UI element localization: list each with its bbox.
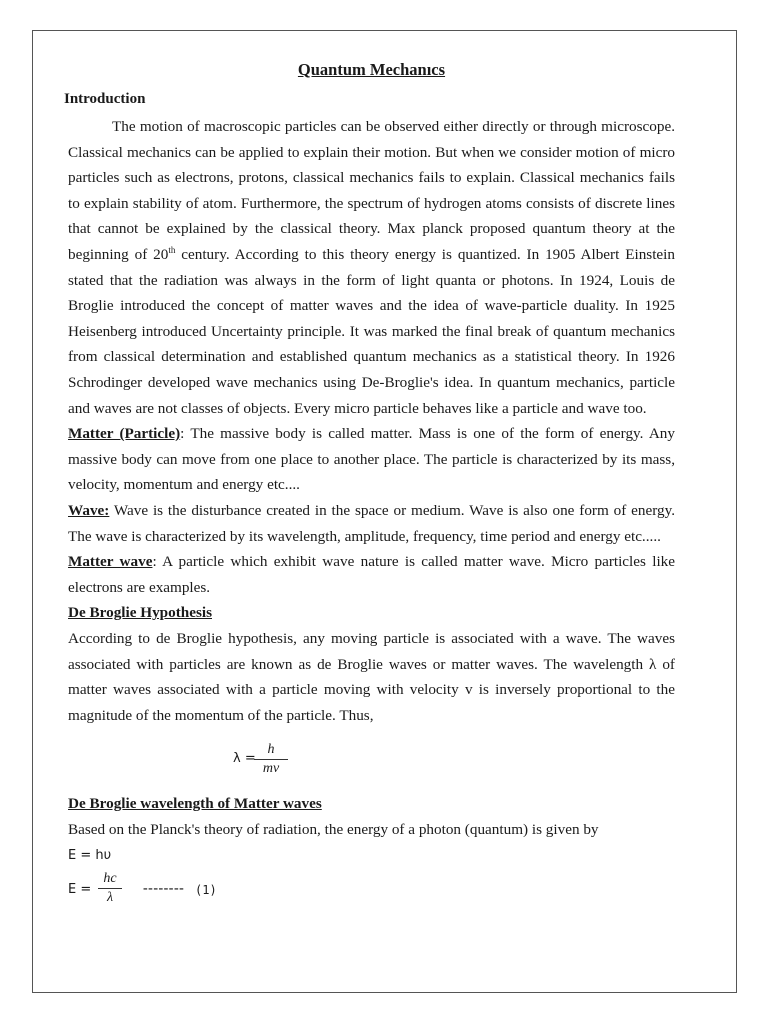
- formula2-fraction: [98, 870, 122, 907]
- intro-text-1: The motion of macroscopic particles can be observed either directly or through microscope. Classical mechanics can be applied to explain their motion. But when we consider motion of micro particles such as electrons, protons, classical mechanics fails to explain. Classical mechanics fails to explain stability of atom. Furthermore, the spectrum of hydrogen atoms consists of discrete lines that cannot be explained by the classical theory. Max planck proposed quantum theory at the beginning of 20: [68, 118, 675, 263]
- formula2-denominator: λ: [106, 890, 114, 906]
- matter-text: : The massive body is called matter. Mass is one of the form of energy. Any massive body can move from one place to another place. The particle is characterized by its mass, velocity, momentum and energy etc....: [68, 425, 675, 494]
- wave-definition: [68, 498, 675, 549]
- debroglie-heading: De Broglie Hypothesis: [68, 604, 212, 622]
- formula1-fraction: [254, 741, 288, 778]
- wavelength-paragraph: Based on the Planck's theory of radiation, the energy of a photon (quantum) is given by: [68, 820, 599, 838]
- introduction-heading: Introduction: [64, 91, 146, 107]
- document-title: Quantum Mechanıcs: [297, 60, 446, 79]
- formula1-numerator: h: [267, 741, 275, 757]
- matter-wave-definition: [68, 549, 675, 600]
- formula1-lhs: λ =: [233, 750, 256, 766]
- matter-term: Matter (Particle): [68, 425, 181, 443]
- formula2-numerator: hc: [103, 871, 117, 887]
- energy-formula: [68, 868, 675, 914]
- formula2-lhs: E =: [68, 882, 92, 898]
- wave-term: Wave:: [68, 501, 110, 519]
- wavelength-formula: [68, 729, 675, 791]
- matter-wave-term: Matter wave: [68, 553, 153, 571]
- energy-equation: E = hυ: [68, 848, 112, 864]
- debroglie-paragraph: According to de Broglie hypothesis, any moving particle is associated with a wave. The waves associated with particles are known as de Broglie waves or matter waves. The wavelength λ of matter waves associated with a particle moving with velocity v is inversely proportional to the magnitude of the momentum of the particle. Thus,: [68, 630, 675, 725]
- matter-definition: [68, 421, 675, 498]
- matter-wave-text: : A particle which exhibit wave nature is called matter wave. Micro particles like electrons are examples.: [68, 553, 675, 596]
- equation-number: (1): [195, 883, 217, 898]
- document-body: [64, 58, 675, 914]
- introduction-paragraph: [68, 114, 675, 421]
- wavelength-heading: De Broglie wavelength of Matter waves: [68, 794, 322, 812]
- intro-superscript: th: [168, 244, 176, 255]
- intro-text-2: century. According to this theory energy is quantized. In 1905 Albert Einstein stated that the radiation was always in the form of light quanta or photons. In 1924, Louis de Broglie introduced the concept of matter waves and the idea of wave-particle duality. In 1925 Heisenberg introduced Uncertainty principle. It was marked the final break of quantum mechanics from classical determination and established quantum mechanics as a statistical theory. In 1926 Schrodinger developed wave mechanics using De-Broglie's idea. In quantum mechanics, particle and waves are not classes of objects. Every micro particle behaves like a particle and wave too.: [68, 245, 675, 417]
- wave-text: Wave is the disturbance created in the space or medium. Wave is also one form of energy. The wave is characterized by its wavelength, amplitude, frequency, time period and energy etc.....: [68, 501, 675, 545]
- formula1-denominator: mv: [262, 760, 280, 776]
- formula2-dashes: --------: [143, 881, 185, 897]
